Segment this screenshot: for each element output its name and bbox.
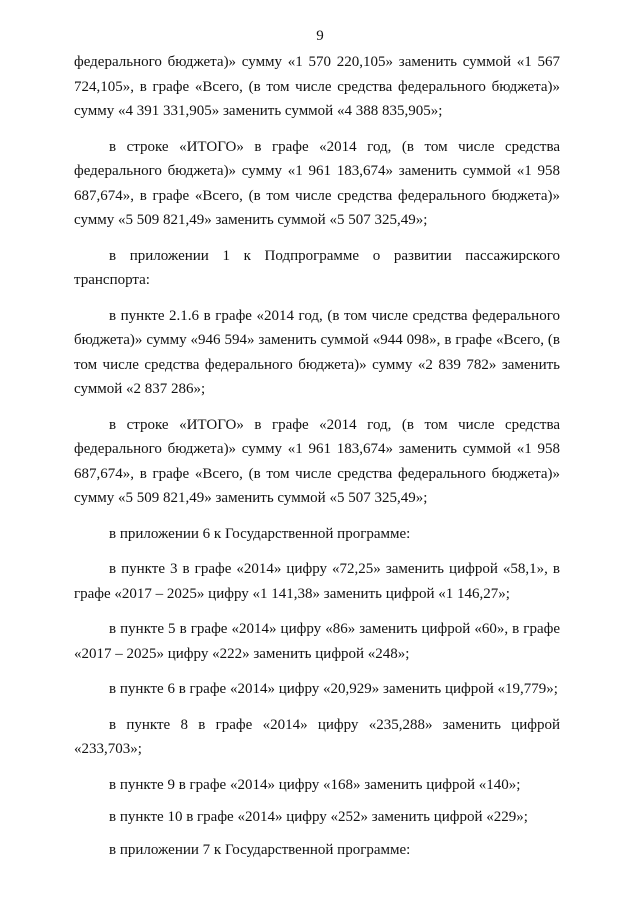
- paragraph: в приложении 1 к Подпрограмме о развитии пассажирского транспорта:: [74, 247, 560, 288]
- paragraph: в пункте 6 в графе «2014» цифру «20,929» заменить цифрой «19,779»;: [109, 681, 558, 697]
- paragraph: в пункте 8 в графе «2014» цифру «235,288» заменить цифрой «233,703»;: [74, 716, 560, 757]
- paragraph: в приложении 7 к Государственной программе:: [109, 841, 411, 858]
- document-body: [74, 50, 560, 870]
- paragraph: в пункте 9 в графе «2014» цифру «168» заменить цифрой «140»;: [109, 776, 521, 793]
- page-number: 9: [316, 28, 324, 44]
- paragraph: в приложении 6 к Государственной программе:: [109, 525, 411, 542]
- paragraph: в пункте 3 в графе «2014» цифру «72,25» заменить цифрой «58,1», в графе «2017 – 2025» цифру «1 141,38» заменить цифрой «1 146,27»;: [74, 561, 560, 602]
- paragraph: в строке «ИТОГО» в графе «2014 год, (в том числе средства федерального бюджета)» сумму «1 961 183,674» заменить суммой «1 958 687,674», в графе «Всего, (в том числе средства федерального бюджета)» сумму «5 509 821,49» заменить суммой «5 507 325,49»;: [74, 138, 560, 228]
- paragraph: в строке «ИТОГО» в графе «2014 год, (в том числе средства федерального бюджета)» сумму «1 961 183,674» заменить суммой «1 958 687,674», в графе «Всего, (в том числе средства федерального бюджета)» сумму «5 509 821,49» заменить суммой «5 507 325,49»;: [74, 416, 560, 506]
- paragraph: федерального бюджета)» сумму «1 570 220,105» заменить суммой «1 567 724,105», в графе «Всего, (в том числе средства федерального бюджета)» сумму «4 391 331,905» заменить суммой «4 388 835,905»;: [74, 54, 560, 119]
- paragraph: в пункте 2.1.6 в графе «2014 год, (в том числе средства федерального бюджета)» сумму «946 594» заменить суммой «944 098», в графе «Всего, (в том числе средства федерального бюджета)» сумму «2 839 782» заменить суммой «2 837 286»;: [74, 307, 560, 397]
- paragraph: в пункте 5 в графе «2014» цифру «86» заменить цифрой «60», в графе «2017 – 2025» цифру «222» заменить цифрой «248»;: [74, 621, 560, 662]
- paragraph: в пункте 10 в графе «2014» цифру «252» заменить цифрой «229»;: [109, 809, 528, 825]
